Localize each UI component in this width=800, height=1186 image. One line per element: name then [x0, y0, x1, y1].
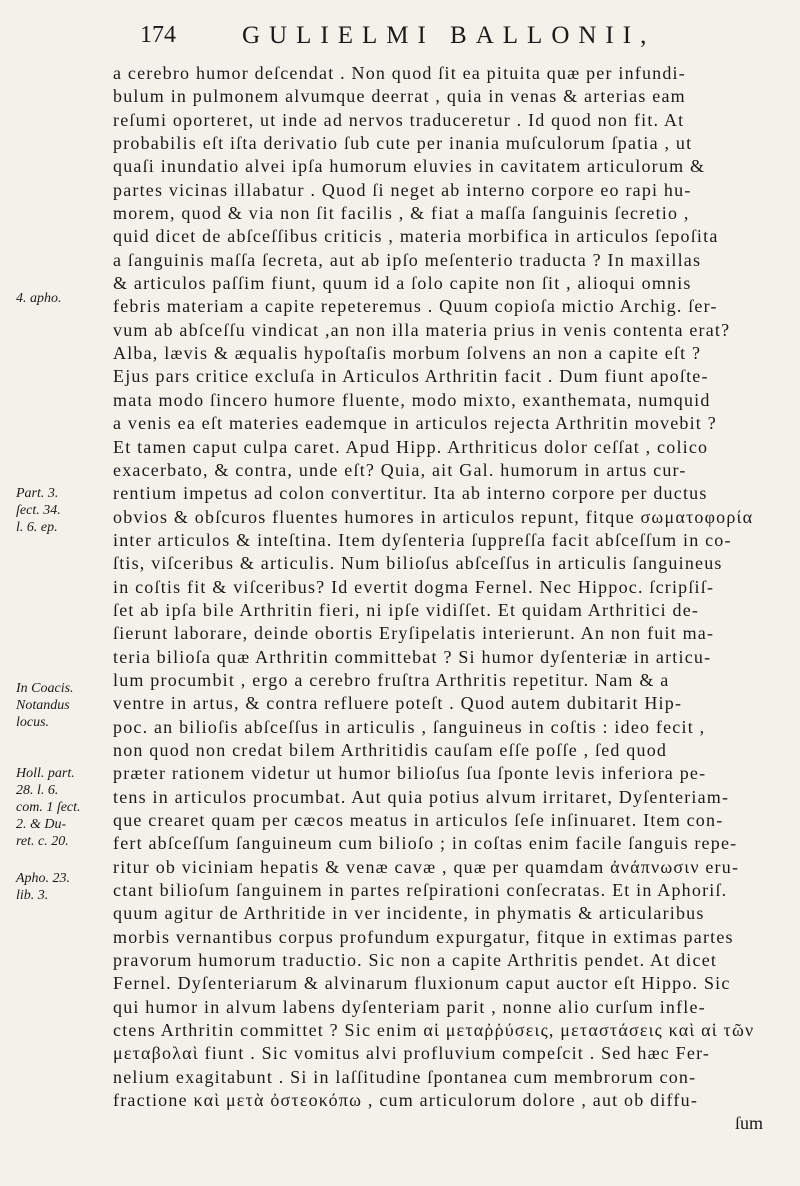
- text-line: non quod non credat bilem Arthritidis cauſam eſſe poſſe , ſed quod: [113, 739, 668, 760]
- margin-note-line: Holl. part.: [16, 766, 75, 781]
- text-line: ſierunt laborare, deinde obortis Eryſipelatis interierunt. An non fuit ma-: [113, 623, 715, 644]
- body-text: [113, 62, 783, 1136]
- text-line: inter articulos & inteſtina. Item dyſenteria ſuppreſſa facit abſceſſum in co-: [113, 529, 732, 550]
- page-number: 174: [140, 22, 176, 48]
- margin-note: [16, 485, 61, 536]
- margin-note-line: Apho. 23.: [16, 871, 71, 886]
- text-line: morbis vernantibus corpus profundum expurgatur, fitque in extimas partes: [113, 926, 734, 947]
- text-line: quid dicet de abſceſſibus criticis , materia morbifica in articulos ſepoſita: [113, 226, 719, 247]
- text-line: ctens Arthritin committet ? Sic enim αἱ μεταῤῥύσεις, μεταστάσεις καὶ αἱ τῶν: [113, 1020, 755, 1041]
- text-line: exacerbato, & contra, unde eſt? Quia, ait Gal. humorum in artus cur-: [113, 459, 687, 480]
- text-line: partes vicinas illabatur . Quod ſi neget ab interno corpore eo rapi hu-: [113, 179, 692, 200]
- page-header: [140, 20, 780, 56]
- text-line: pravorum humorum traductio. Sic non a capite Arthritis pendet. At dicet: [113, 950, 718, 971]
- margin-note: [16, 765, 81, 850]
- margin-note: [16, 290, 62, 307]
- margin-note-line: l. 6. ep.: [16, 520, 58, 535]
- text-line: vum ab abſceſſu vindicat ,an non illa materia prius in venis contenta erat?: [113, 319, 731, 340]
- margin-note-line: Notandus: [16, 698, 70, 713]
- margin-note-line: ret. c. 20.: [16, 834, 69, 849]
- text-line: mata modo ſincero humore fluente, modo mixto, exanthemata, numquid: [113, 389, 711, 410]
- text-line: ſet ab ipſa bile Arthritin fieri, ni ipſe vidiſſet. Et quidam Arthritici de-: [113, 599, 700, 620]
- text-line: præter rationem videtur ut humor bilioſus ſua ſponte levis inferiora pe-: [113, 763, 707, 784]
- margin-note-line: 28. l. 6.: [16, 783, 59, 798]
- text-line: tens in articulos procumbat. Aut quia potius alvum irritaret, Dyſenteriam-: [113, 786, 730, 807]
- text-line: Alba, lævis & æqualis hypoſtaſis morbum ſolvens an non a capite eſt ?: [113, 343, 702, 364]
- text-line: reſumi oporteret, ut inde ad nervos traduceretur . Id quod non fit. At: [113, 109, 685, 130]
- margin-note-line: 2. & Du-: [16, 817, 67, 832]
- margin-note-line: lib. 3.: [16, 888, 49, 903]
- text-line: a cerebro humor deſcendat . Non quod ſit ea pituita quæ per infundi-: [113, 63, 686, 83]
- text-line: febris materiam a capite repeteremus . Quum copioſa mictio Archig. ſer-: [113, 296, 718, 317]
- text-line: fractione καὶ μετὰ ὀστεοκόπω , cum articulorum dolore , aut ob diffu-: [113, 1090, 699, 1111]
- margin-note-line: Part. 3.: [16, 486, 59, 501]
- text-line: fert abſceſſum ſanguineum cum bilioſo ; in coſtas enim facile ſanguis repe-: [113, 833, 738, 854]
- text-line: quaſi inundatio alvei ipſa humorum eluvies in cavitatem articulorum &: [113, 156, 706, 177]
- text-line: probabilis eſt iſta derivatio ſub cute per inania muſculorum ſpatia , ut: [113, 133, 693, 154]
- text-line: nelium exagitabunt . Si in laſſitudine ſpontanea cum membrorum con-: [113, 1066, 697, 1087]
- text-line: in coſtis fit & viſceribus? Id evertit dogma Fernel. Nec Hippoc. ſcripſiſ-: [113, 576, 715, 597]
- catchword: ſum: [734, 1113, 763, 1134]
- margin-note: [16, 680, 74, 731]
- text-line: quum agitur de Arthritide in ver incidente, in phymatis & articularibus: [113, 903, 705, 924]
- text-line: lum procumbit , ergo a cerebro fruſtra Arthritis repetitur. Nam & a: [113, 669, 670, 690]
- text-line: qui humor in alvum labens dyſenteriam parit , nonne alio curſum infle-: [113, 996, 706, 1017]
- margin-note-line: In Coacis.: [16, 681, 74, 696]
- text-line: ctant bilioſum ſanguinem in partes reſpirationi conſecratas. Et in Aphoriſ.: [113, 880, 728, 901]
- text-line: μεταβολαὶ fiunt . Sic vomitus alvi profluvium compeſcit . Sed hæc Fer-: [113, 1043, 711, 1064]
- text-line: & articulos paſſim fiunt, quum id a ſolo capite non ſit , alioqui omnis: [113, 273, 692, 294]
- text-line: Et tamen caput culpa caret. Apud Hipp. Arthriticus dolor ceſſat , colico: [113, 436, 709, 457]
- text-line: Fernel. Dyſenteriarum & alvinarum fluxionum caput auctor eſt Hippo. Sic: [113, 973, 731, 994]
- text-line: obvios & obſcuros fluentes humores in articulos repunt, fitque σωματοφορία: [113, 506, 754, 527]
- margin-note-line: locus.: [16, 715, 50, 730]
- text-line: poc. an bilioſis abſceſſus in articulis , ſanguineus in coſtis : ideo fecit ,: [113, 716, 706, 737]
- text-line: morem, quod & via non ſit facilis , & fiat a maſſa ſanguinis ſecretio ,: [113, 203, 690, 224]
- text-line: ventre in artus, & contra refluere poteſt . Quod autem dubitarit Hip-: [113, 693, 683, 714]
- text-line: que crearet quam per cæcos meatus in articulos ſeſe inſinuaret. Item con-: [113, 810, 724, 830]
- text-line: bulum in pulmonem alvumque deerrat , quia in venas & arterias eam: [113, 86, 686, 107]
- text-line: a ſanguinis maſſa ſecreta, aut ab ipſo meſenterio traducta ? In maxillas: [113, 249, 702, 270]
- text-line: ſtis, viſceribus & articulis. Num bilioſus abſceſſus in articulis ſanguineus: [113, 553, 723, 574]
- text-line: ritur ob viciniam hepatis & venæ cavæ , quæ per quamdam ἀνάπνωσιν eru-: [113, 856, 740, 877]
- margin-note-line: com. 1 ſect.: [16, 800, 81, 815]
- text-line: teria bilioſa quæ Arthritin committebat ? Si humor dyſenteriæ in articu-: [113, 646, 712, 667]
- margin-note-line: 4. apho.: [16, 291, 62, 306]
- text-line: a venis ea eſt materies eademque in articulos rejecta Arthritin movebit ?: [113, 413, 717, 434]
- text-line: Ejus pars critice excluſa in Articulos Arthritin facit . Dum fiunt apoſte-: [113, 366, 709, 387]
- margin-note: [16, 870, 70, 904]
- margin-note-line: ſect. 34.: [16, 503, 61, 518]
- text-line: rentium impetus ad colon convertitur. Ita ab interno corpore per ductus: [113, 483, 708, 504]
- running-head: GULIELMI BALLONII,: [242, 22, 656, 49]
